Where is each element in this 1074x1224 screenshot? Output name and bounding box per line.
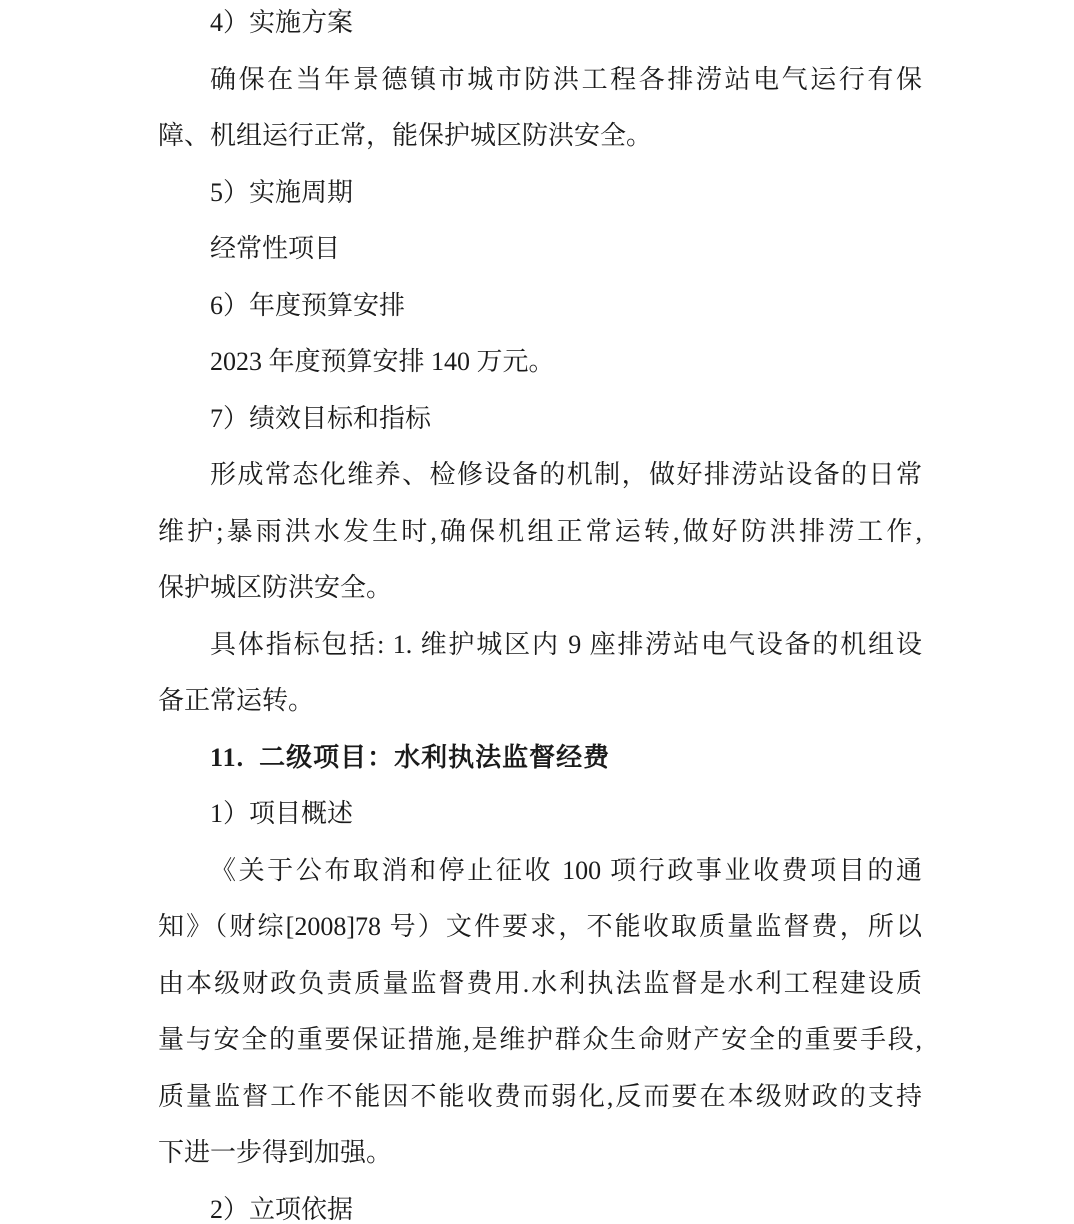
text-line: 确保在当年景德镇市城市防洪工程各排涝站电气运行有保 [210, 64, 922, 94]
text-line: 备正常运转。 [158, 686, 315, 715]
text-line: 具体指标包括: 1. 维护城区内 9 座排涝站电气设备的机组设 [210, 629, 922, 659]
text-line: 形成常态化维养、检修设备的机制，做好排涝站设备的日常 [210, 460, 922, 489]
text-line: 保护城区防洪安全。 [158, 573, 393, 602]
text-line: 5）实施周期 [210, 177, 354, 207]
text-line: 1）项目概述 [210, 799, 354, 828]
text-line: 量与安全的重要保证措施,是维护群众生命财产安全的重要手段, [158, 1025, 922, 1054]
text-line: 2）立项依据 [210, 1194, 354, 1224]
text-line: 《关于公布取消和停止征收 100 项行政事业收费项目的通 [210, 855, 922, 885]
text-line: 下进一步得到加强。 [158, 1138, 393, 1167]
document-body [158, 0, 922, 1224]
text-line: 4）实施方案 [210, 8, 354, 37]
section-heading: 11. 二级项目：水利执法监督经费 [210, 742, 611, 772]
text-line: 6）年度预算安排 [210, 290, 406, 320]
text-line: 经常性项目 [210, 234, 341, 263]
text-line: 障、机组运行正常，能保护城区防洪安全。 [158, 121, 653, 150]
text-line: 知》（财综[2008]78 号）文件要求，不能收取质量监督费，所以 [158, 912, 922, 941]
text-line: 由本级财政负责质量监督费用.水利执法监督是水利工程建设质 [158, 968, 922, 998]
text-line: 维护;暴雨洪水发生时,确保机组正常运转,做好防洪排涝工作, [158, 516, 922, 546]
text-line: 2023 年度预算安排 140 万元。 [210, 347, 555, 376]
text-line: 质量监督工作不能因不能收费而弱化,反而要在本级财政的支持 [158, 1081, 922, 1111]
text-line: 7）绩效目标和指标 [210, 403, 432, 433]
